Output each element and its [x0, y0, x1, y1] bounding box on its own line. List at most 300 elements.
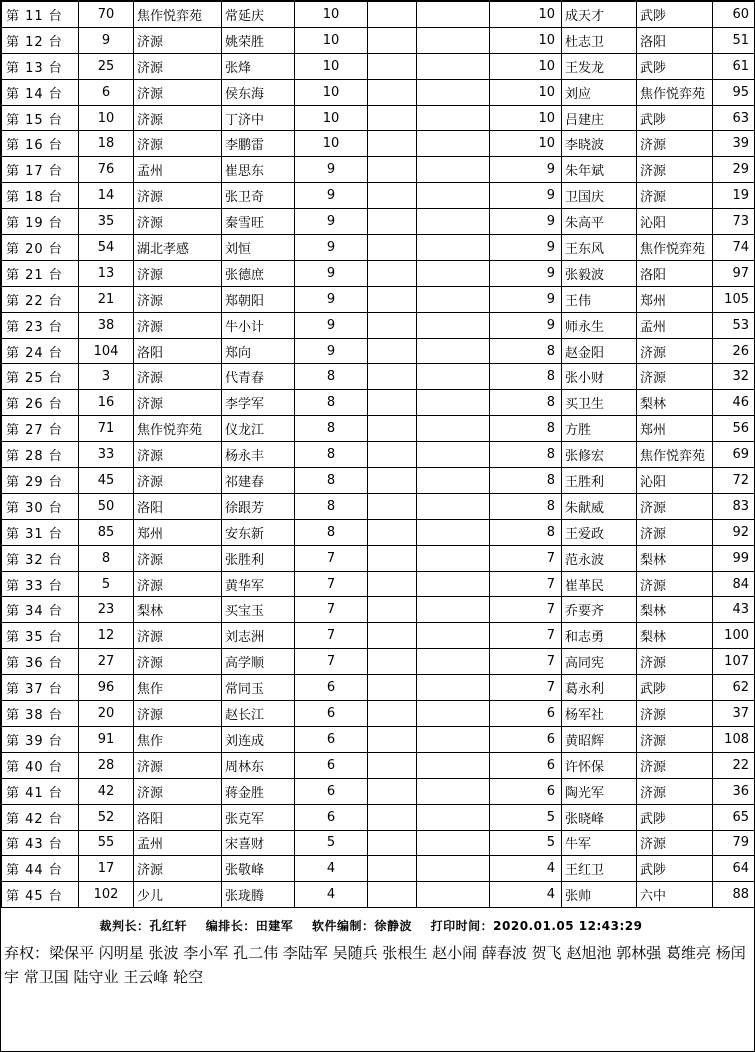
- player1-number: 55: [79, 830, 134, 856]
- table-row: [2, 27, 755, 53]
- result-cell: [417, 468, 490, 494]
- player2-number: 73: [713, 209, 755, 235]
- player1-club: 济源: [134, 183, 222, 209]
- player1-score: 7: [295, 597, 368, 623]
- table-number: 第 37 台: [2, 675, 79, 701]
- player1-club: 济源: [134, 778, 222, 804]
- result-cell: [368, 830, 417, 856]
- result-cell: [368, 209, 417, 235]
- result-cell: [417, 2, 490, 28]
- player2-name: 范永波: [562, 545, 637, 571]
- player1-club: 济源: [134, 468, 222, 494]
- player1-name: 蒋金胜: [222, 778, 295, 804]
- software-label: 软件编制：徐静波: [311, 919, 412, 933]
- player2-name: 赵金阳: [562, 338, 637, 364]
- table-row: [2, 519, 755, 545]
- player2-name: 王东风: [562, 235, 637, 261]
- player1-number: 27: [79, 649, 134, 675]
- player2-number: 64: [713, 856, 755, 882]
- player2-score: 8: [490, 468, 562, 494]
- player1-score: 6: [295, 701, 368, 727]
- player2-name: 王发龙: [562, 53, 637, 79]
- player2-number: 79: [713, 830, 755, 856]
- result-cell: [368, 442, 417, 468]
- table-row: [2, 675, 755, 701]
- player1-number: 42: [79, 778, 134, 804]
- player1-club: 济源: [134, 209, 222, 235]
- player2-club: 济源: [637, 157, 713, 183]
- result-cell: [417, 260, 490, 286]
- player1-score: 7: [295, 623, 368, 649]
- player1-score: 8: [295, 442, 368, 468]
- player2-name: 朱献威: [562, 493, 637, 519]
- player2-score: 10: [490, 105, 562, 131]
- result-cell: [368, 235, 417, 261]
- result-cell: [417, 545, 490, 571]
- table-number: 第 26 台: [2, 390, 79, 416]
- result-cell: [417, 312, 490, 338]
- player2-number: 65: [713, 804, 755, 830]
- table-number: 第 23 台: [2, 312, 79, 338]
- player1-name: 祁建春: [222, 468, 295, 494]
- result-cell: [368, 701, 417, 727]
- table-row: [2, 131, 755, 157]
- referee-label: 裁判长：孔红轩: [99, 919, 188, 933]
- player2-club: 济源: [637, 338, 713, 364]
- player2-club: 梨林: [637, 597, 713, 623]
- player1-name: 张敬峰: [222, 856, 295, 882]
- player2-name: 刘应: [562, 79, 637, 105]
- player2-club: 焦作悦弈苑: [637, 442, 713, 468]
- player2-score: 9: [490, 260, 562, 286]
- table-number: 第 44 台: [2, 856, 79, 882]
- player2-name: 王爱政: [562, 519, 637, 545]
- player2-club: 郑州: [637, 286, 713, 312]
- player2-club: 武陟: [637, 675, 713, 701]
- player2-club: 济源: [637, 519, 713, 545]
- table-number: 第 38 台: [2, 701, 79, 727]
- player1-name: 张胜利: [222, 545, 295, 571]
- player1-club: 少儿: [134, 882, 222, 908]
- result-cell: [417, 675, 490, 701]
- player1-number: 54: [79, 235, 134, 261]
- player1-club: 济源: [134, 53, 222, 79]
- table-number: 第 12 台: [2, 27, 79, 53]
- player2-score: 7: [490, 675, 562, 701]
- arranger-label: 编排长：田建军: [205, 919, 294, 933]
- player2-club: 武陟: [637, 105, 713, 131]
- player1-score: 9: [295, 209, 368, 235]
- player1-club: 洛阳: [134, 804, 222, 830]
- player1-score: 7: [295, 649, 368, 675]
- result-cell: [368, 468, 417, 494]
- player2-club: 沁阳: [637, 209, 713, 235]
- player2-name: 许怀保: [562, 752, 637, 778]
- player1-score: 10: [295, 2, 368, 28]
- player2-club: 六中: [637, 882, 713, 908]
- result-cell: [417, 623, 490, 649]
- player1-club: 济源: [134, 752, 222, 778]
- player1-number: 10: [79, 105, 134, 131]
- player2-score: 10: [490, 2, 562, 28]
- player1-club: 济源: [134, 623, 222, 649]
- result-cell: [368, 183, 417, 209]
- table-number: 第 42 台: [2, 804, 79, 830]
- result-cell: [368, 390, 417, 416]
- player1-number: 13: [79, 260, 134, 286]
- player1-name: 张烽: [222, 53, 295, 79]
- forfeit-list: 弃权：梁保平 闪明星 张波 李小军 孔二伟 李陆军 吴随兵 张根生 赵小闹 薛春波 贺飞 赵旭池 郭林强 葛维亮 杨闰宇 常卫国 陆守业 王云峰 轮空: [4, 944, 746, 986]
- player2-name: 朱年斌: [562, 157, 637, 183]
- result-cell: [417, 27, 490, 53]
- player2-club: 武陟: [637, 2, 713, 28]
- result-cell: [417, 79, 490, 105]
- player2-name: 王胜利: [562, 468, 637, 494]
- player2-club: 梨林: [637, 623, 713, 649]
- player1-name: 代青春: [222, 364, 295, 390]
- player1-club: 济源: [134, 286, 222, 312]
- player1-name: 杨永丰: [222, 442, 295, 468]
- result-cell: [368, 79, 417, 105]
- result-cell: [417, 286, 490, 312]
- table-row: [2, 235, 755, 261]
- player1-name: 崔思东: [222, 157, 295, 183]
- player1-club: 济源: [134, 856, 222, 882]
- result-cell: [368, 726, 417, 752]
- table-row: [2, 726, 755, 752]
- player2-number: 51: [713, 27, 755, 53]
- player1-number: 38: [79, 312, 134, 338]
- player1-score: 6: [295, 752, 368, 778]
- player1-number: 45: [79, 468, 134, 494]
- player1-club: 焦作: [134, 726, 222, 752]
- result-cell: [368, 571, 417, 597]
- result-cell: [368, 493, 417, 519]
- table-number: 第 17 台: [2, 157, 79, 183]
- player2-number: 74: [713, 235, 755, 261]
- player2-score: 7: [490, 649, 562, 675]
- player1-number: 16: [79, 390, 134, 416]
- result-cell: [368, 416, 417, 442]
- table-number: 第 45 台: [2, 882, 79, 908]
- player1-name: 张克军: [222, 804, 295, 830]
- player2-club: 济源: [637, 183, 713, 209]
- player2-number: 69: [713, 442, 755, 468]
- player1-score: 8: [295, 390, 368, 416]
- player1-name: 黄华军: [222, 571, 295, 597]
- player2-score: 8: [490, 390, 562, 416]
- table-row: [2, 260, 755, 286]
- player2-number: 43: [713, 597, 755, 623]
- player2-number: 107: [713, 649, 755, 675]
- result-cell: [368, 675, 417, 701]
- table-number: 第 36 台: [2, 649, 79, 675]
- player2-number: 46: [713, 390, 755, 416]
- player2-name: 杨军社: [562, 701, 637, 727]
- table-row: [2, 416, 755, 442]
- table-number: 第 31 台: [2, 519, 79, 545]
- player2-score: 10: [490, 27, 562, 53]
- player2-score: 9: [490, 183, 562, 209]
- result-cell: [417, 571, 490, 597]
- player1-name: 侯东海: [222, 79, 295, 105]
- player2-name: 乔要齐: [562, 597, 637, 623]
- player2-number: 63: [713, 105, 755, 131]
- player2-club: 梨林: [637, 545, 713, 571]
- result-cell: [417, 726, 490, 752]
- player1-name: 郑向: [222, 338, 295, 364]
- result-cell: [368, 364, 417, 390]
- player1-name: 刘志洲: [222, 623, 295, 649]
- player1-club: 洛阳: [134, 338, 222, 364]
- table-row: [2, 105, 755, 131]
- player2-club: 郑州: [637, 416, 713, 442]
- print-time-label: 打印时间：2020.01.05 12:43:29: [430, 919, 643, 933]
- player2-number: 97: [713, 260, 755, 286]
- table-row: [2, 338, 755, 364]
- player2-number: 99: [713, 545, 755, 571]
- player2-score: 9: [490, 157, 562, 183]
- result-cell: [368, 286, 417, 312]
- player2-name: 买卫生: [562, 390, 637, 416]
- table-row: [2, 468, 755, 494]
- result-cell: [368, 131, 417, 157]
- player2-number: 95: [713, 79, 755, 105]
- table-row: [2, 53, 755, 79]
- result-cell: [417, 209, 490, 235]
- player1-score: 9: [295, 338, 368, 364]
- player2-number: 92: [713, 519, 755, 545]
- player2-name: 成天才: [562, 2, 637, 28]
- player2-club: 洛阳: [637, 260, 713, 286]
- player2-number: 19: [713, 183, 755, 209]
- player2-score: 9: [490, 312, 562, 338]
- table-number: 第 32 台: [2, 545, 79, 571]
- result-cell: [417, 442, 490, 468]
- player2-club: 济源: [637, 752, 713, 778]
- player1-club: 济源: [134, 701, 222, 727]
- player2-score: 7: [490, 623, 562, 649]
- result-cell: [417, 183, 490, 209]
- table-row: [2, 882, 755, 908]
- table-row: [2, 571, 755, 597]
- player2-club: 武陟: [637, 53, 713, 79]
- player1-name: 刘恒: [222, 235, 295, 261]
- player2-club: 济源: [637, 131, 713, 157]
- player2-name: 张晓峰: [562, 804, 637, 830]
- player1-score: 10: [295, 79, 368, 105]
- result-cell: [368, 260, 417, 286]
- player1-score: 9: [295, 235, 368, 261]
- table-number: 第 25 台: [2, 364, 79, 390]
- player1-score: 9: [295, 157, 368, 183]
- result-cell: [417, 830, 490, 856]
- table-row: [2, 364, 755, 390]
- result-cell: [417, 493, 490, 519]
- player1-number: 35: [79, 209, 134, 235]
- player2-score: 6: [490, 701, 562, 727]
- player1-number: 21: [79, 286, 134, 312]
- player1-score: 10: [295, 105, 368, 131]
- player1-club: 孟州: [134, 157, 222, 183]
- player1-number: 76: [79, 157, 134, 183]
- player2-score: 7: [490, 597, 562, 623]
- player2-club: 焦作悦弈苑: [637, 235, 713, 261]
- player1-number: 52: [79, 804, 134, 830]
- result-cell: [368, 338, 417, 364]
- player1-number: 96: [79, 675, 134, 701]
- player1-number: 50: [79, 493, 134, 519]
- player2-score: 10: [490, 79, 562, 105]
- player2-score: 7: [490, 545, 562, 571]
- player1-score: 9: [295, 312, 368, 338]
- player1-score: 6: [295, 726, 368, 752]
- player2-club: 济源: [637, 364, 713, 390]
- player2-club: 济源: [637, 493, 713, 519]
- result-cell: [417, 416, 490, 442]
- player2-number: 83: [713, 493, 755, 519]
- player2-name: 牛军: [562, 830, 637, 856]
- player2-number: 61: [713, 53, 755, 79]
- player1-score: 7: [295, 571, 368, 597]
- player1-club: 济源: [134, 27, 222, 53]
- player1-name: 仪龙江: [222, 416, 295, 442]
- player2-number: 22: [713, 752, 755, 778]
- player1-score: 10: [295, 27, 368, 53]
- player1-club: 济源: [134, 571, 222, 597]
- player2-name: 黄昭辉: [562, 726, 637, 752]
- player2-number: 105: [713, 286, 755, 312]
- result-cell: [368, 519, 417, 545]
- result-cell: [368, 778, 417, 804]
- player2-number: 60: [713, 2, 755, 28]
- player1-name: 郑朝阳: [222, 286, 295, 312]
- player2-number: 108: [713, 726, 755, 752]
- table-row: [2, 286, 755, 312]
- player2-score: 7: [490, 571, 562, 597]
- player1-club: 湖北孝感: [134, 235, 222, 261]
- player1-number: 23: [79, 597, 134, 623]
- player1-name: 宋喜财: [222, 830, 295, 856]
- player2-score: 8: [490, 338, 562, 364]
- player2-name: 方胜: [562, 416, 637, 442]
- player2-club: 济源: [637, 649, 713, 675]
- player2-club: 洛阳: [637, 27, 713, 53]
- player1-score: 5: [295, 830, 368, 856]
- player2-score: 8: [490, 364, 562, 390]
- table-row: [2, 493, 755, 519]
- result-cell: [417, 882, 490, 908]
- player1-name: 常同玉: [222, 675, 295, 701]
- player2-number: 84: [713, 571, 755, 597]
- player1-name: 常延庆: [222, 2, 295, 28]
- player1-score: 8: [295, 493, 368, 519]
- table-row: [2, 545, 755, 571]
- table-number: 第 39 台: [2, 726, 79, 752]
- result-cell: [417, 131, 490, 157]
- player1-score: 6: [295, 778, 368, 804]
- pairing-table: [1, 1, 755, 908]
- player2-score: 5: [490, 804, 562, 830]
- player1-score: 4: [295, 882, 368, 908]
- table-row: [2, 701, 755, 727]
- player1-number: 85: [79, 519, 134, 545]
- player1-club: 孟州: [134, 830, 222, 856]
- player2-number: 72: [713, 468, 755, 494]
- table-number: 第 14 台: [2, 79, 79, 105]
- player1-name: 徐跟芳: [222, 493, 295, 519]
- player2-name: 张小财: [562, 364, 637, 390]
- player1-club: 梨林: [134, 597, 222, 623]
- player1-club: 焦作悦弈苑: [134, 416, 222, 442]
- player2-name: 卫国庆: [562, 183, 637, 209]
- player2-name: 师永生: [562, 312, 637, 338]
- player2-name: 张帅: [562, 882, 637, 908]
- player1-club: 焦作悦弈苑: [134, 2, 222, 28]
- result-cell: [368, 105, 417, 131]
- player2-club: 济源: [637, 778, 713, 804]
- player2-number: 37: [713, 701, 755, 727]
- player1-number: 33: [79, 442, 134, 468]
- result-cell: [417, 856, 490, 882]
- player2-score: 6: [490, 752, 562, 778]
- result-cell: [417, 157, 490, 183]
- player1-number: 91: [79, 726, 134, 752]
- player2-score: 10: [490, 53, 562, 79]
- result-cell: [368, 623, 417, 649]
- result-cell: [417, 649, 490, 675]
- table-row: [2, 804, 755, 830]
- player2-score: 8: [490, 416, 562, 442]
- table-row: [2, 778, 755, 804]
- player2-score: 6: [490, 778, 562, 804]
- player1-number: 17: [79, 856, 134, 882]
- player1-number: 20: [79, 701, 134, 727]
- player2-number: 100: [713, 623, 755, 649]
- player1-name: 丁济中: [222, 105, 295, 131]
- player2-score: 9: [490, 286, 562, 312]
- player2-number: 53: [713, 312, 755, 338]
- player1-name: 李学军: [222, 390, 295, 416]
- result-cell: [368, 312, 417, 338]
- table-number: 第 34 台: [2, 597, 79, 623]
- player1-score: 10: [295, 53, 368, 79]
- player1-club: 济源: [134, 131, 222, 157]
- result-cell: [368, 53, 417, 79]
- player1-score: 4: [295, 856, 368, 882]
- player2-score: 4: [490, 882, 562, 908]
- player2-number: 56: [713, 416, 755, 442]
- table-number: 第 33 台: [2, 571, 79, 597]
- player2-club: 孟州: [637, 312, 713, 338]
- player1-score: 6: [295, 804, 368, 830]
- player2-club: 武陟: [637, 804, 713, 830]
- table-number: 第 11 台: [2, 2, 79, 28]
- player2-score: 8: [490, 519, 562, 545]
- table-number: 第 28 台: [2, 442, 79, 468]
- player2-name: 陶光军: [562, 778, 637, 804]
- player2-number: 62: [713, 675, 755, 701]
- result-cell: [417, 804, 490, 830]
- result-cell: [417, 752, 490, 778]
- table-number: 第 21 台: [2, 260, 79, 286]
- player2-number: 29: [713, 157, 755, 183]
- player2-club: 梨林: [637, 390, 713, 416]
- table-number: 第 43 台: [2, 830, 79, 856]
- player2-name: 吕建庄: [562, 105, 637, 131]
- player2-club: 济源: [637, 571, 713, 597]
- player2-club: 济源: [637, 726, 713, 752]
